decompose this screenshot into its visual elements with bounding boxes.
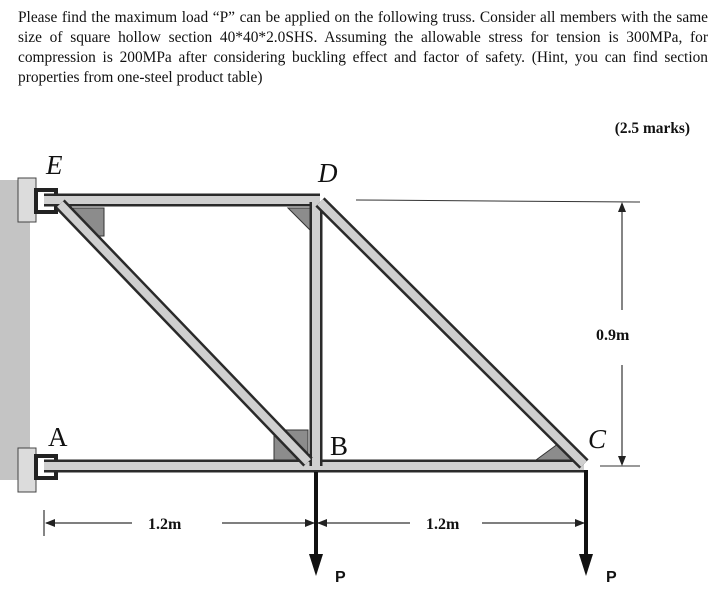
node-label-a: A [48, 422, 68, 452]
dim-span-right-arrow-b [575, 519, 585, 527]
wall-support-upper [18, 178, 36, 222]
dim-height-arrow-top [618, 202, 626, 212]
truss-figure [0, 140, 724, 606]
member-eb-fill [60, 204, 308, 462]
node-label-c: C [588, 424, 607, 454]
dim-span-left-arrow-a [45, 519, 55, 527]
dim-span-left-label: 1.2m [148, 516, 182, 533]
dim-height-label: 0.9m [596, 327, 630, 344]
load-arrow-c-head [579, 554, 593, 576]
wall-support [0, 180, 30, 480]
dim-extension-top [356, 200, 640, 202]
wall-support-lower [18, 448, 36, 492]
dim-span-left-arrow-b [305, 519, 315, 527]
dim-span-right-arrow-a [317, 519, 327, 527]
node-label-d: D [318, 158, 338, 188]
dim-span-right-label: 1.2m [426, 516, 460, 533]
load-label-b: P [335, 569, 346, 586]
gusset-d [288, 208, 312, 232]
node-label-e: E [46, 150, 63, 180]
load-arrow-b-head [309, 554, 323, 576]
member-dc-fill [320, 202, 584, 464]
question-text: Please find the maximum load “P” can be applied on the following truss. Consider all members with the same size of square hollow section 40*40*2.0SHS. Assuming the allowable stress for tension is 300MPa, for compression is 200MPa after considering buckling effect and factor of safety. (Hint, you can find section properties from one-steel product table) [18, 9, 708, 86]
dim-height-arrow-bottom [618, 456, 626, 466]
node-label-b: B [330, 431, 349, 461]
marks-label: (2.5 marks) [614, 120, 690, 137]
load-label-c: P [606, 569, 617, 586]
